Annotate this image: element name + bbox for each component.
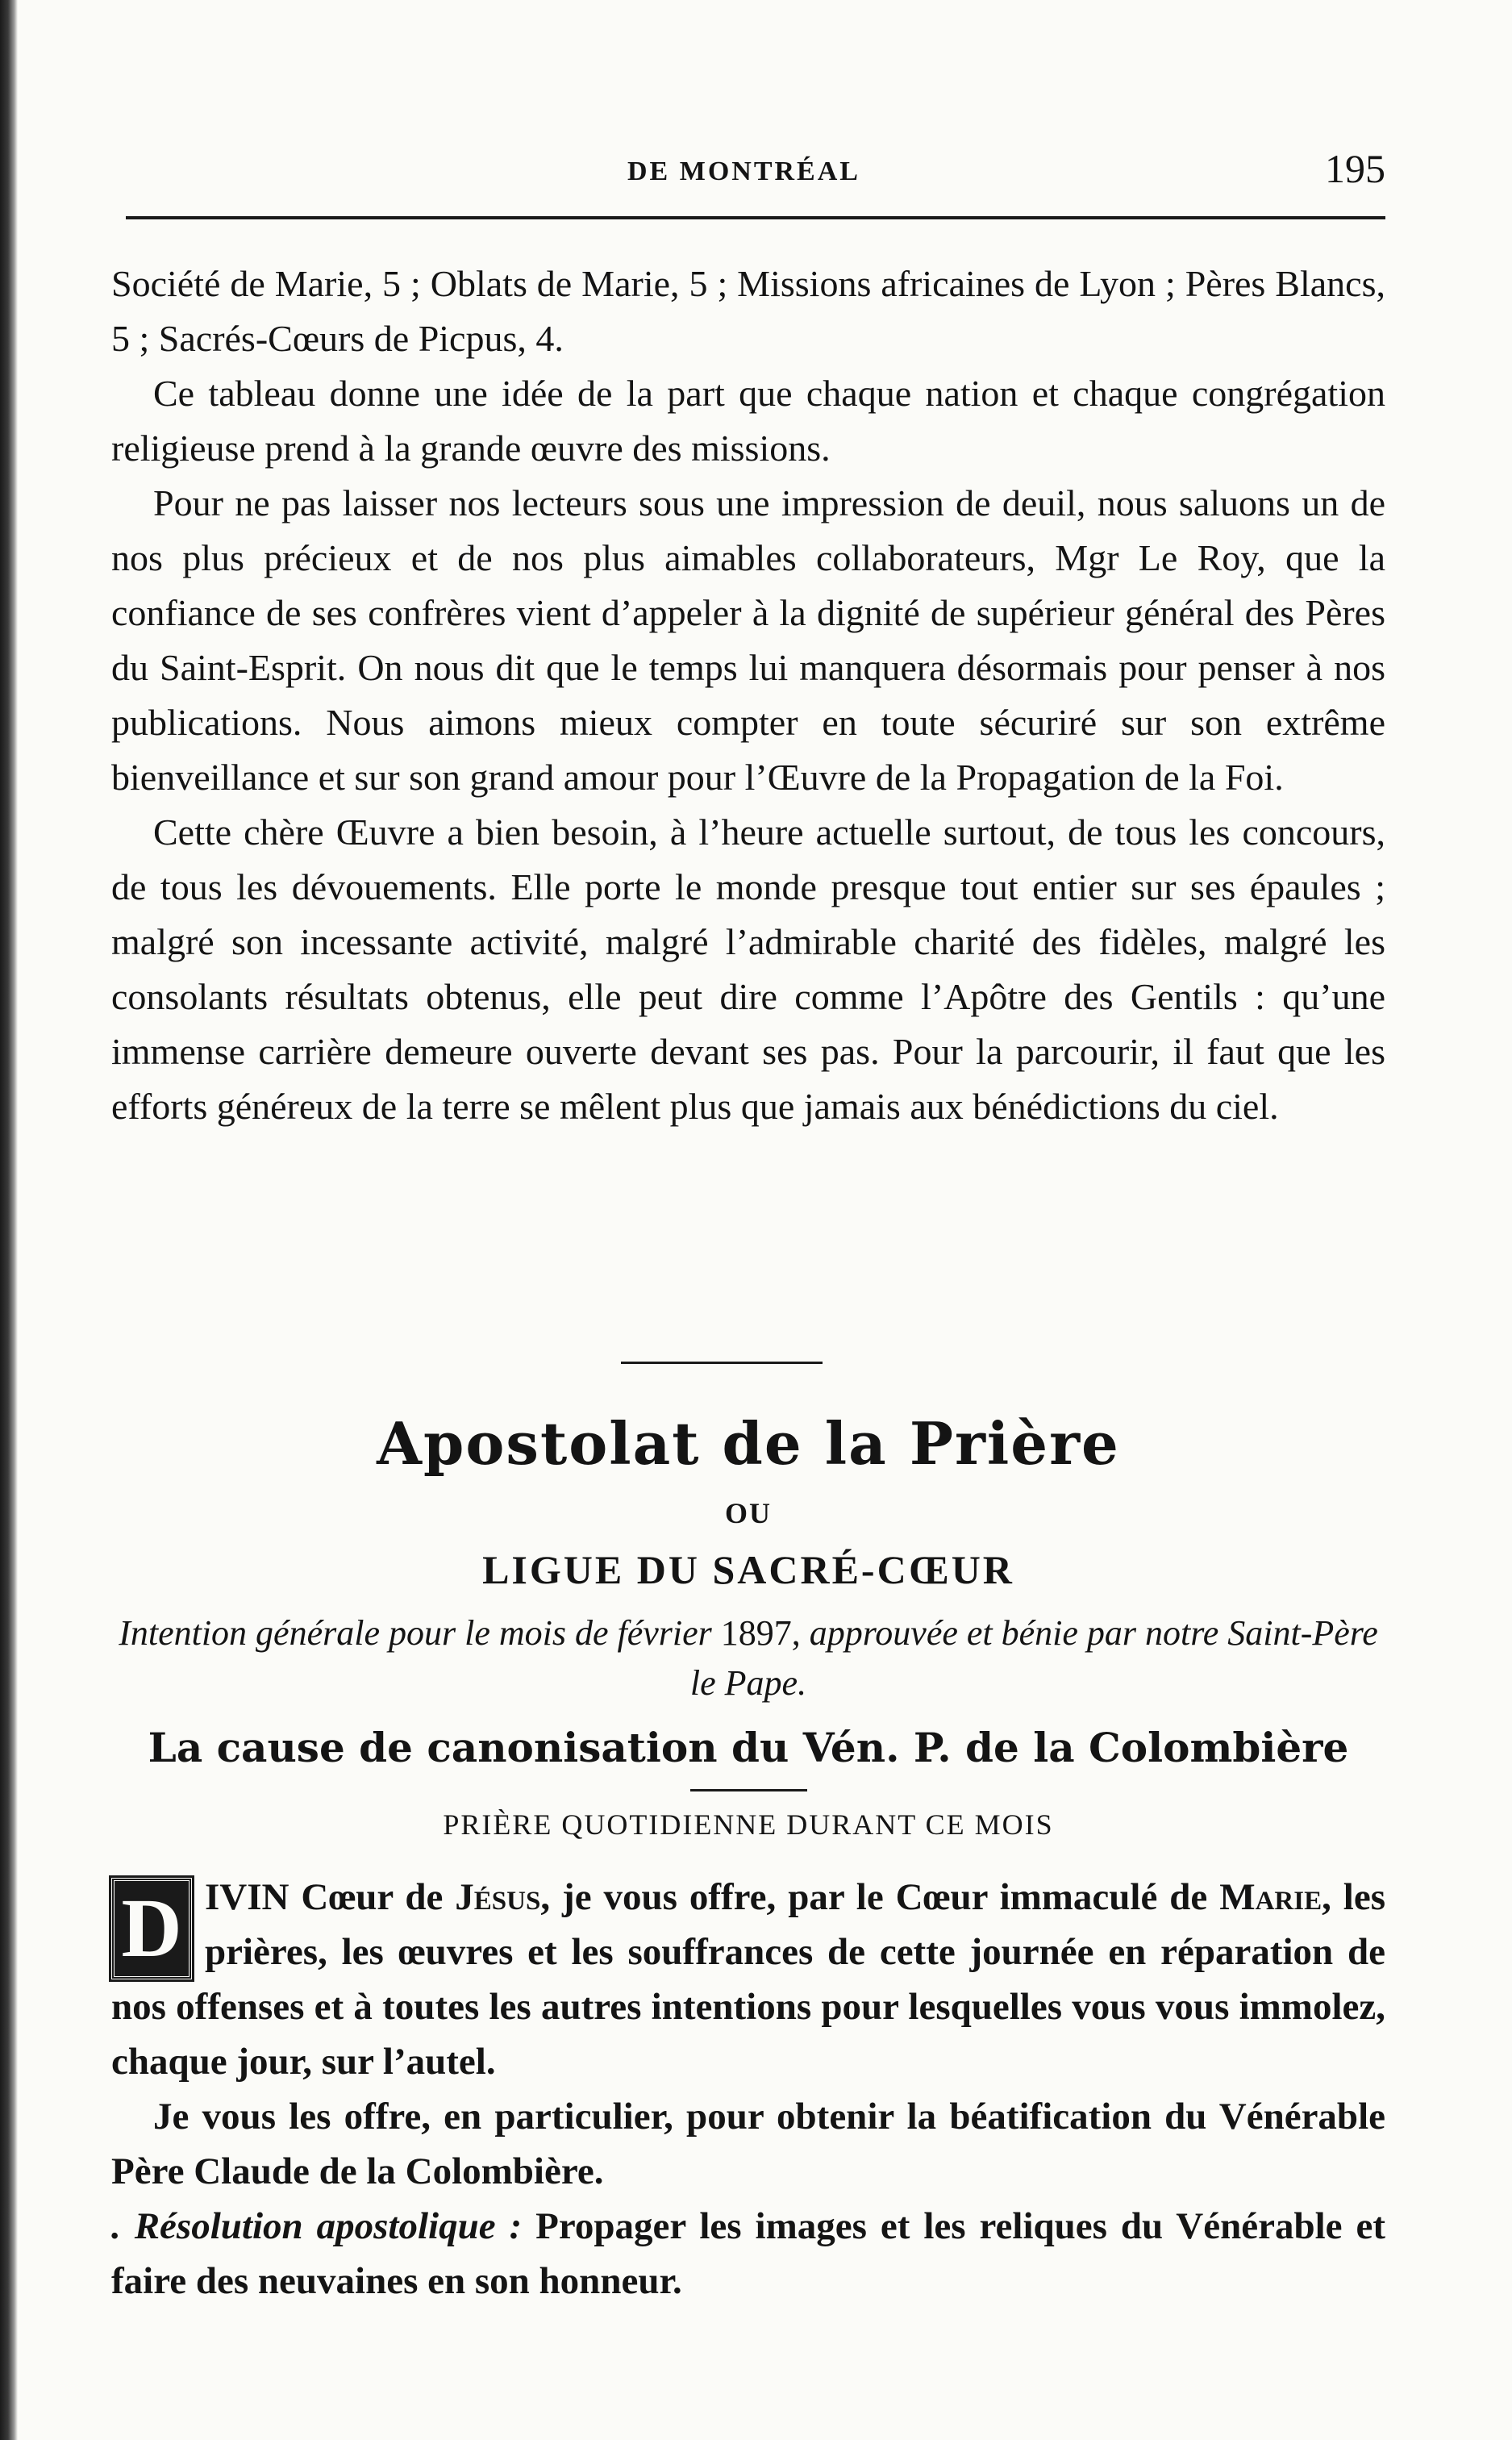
section-title: Apostolat de la Prière [377, 1409, 1120, 1478]
resolution-label: . Résolution apostolique : [111, 2205, 523, 2247]
name-marie: Marie [1219, 1876, 1322, 1918]
book-page [111, 0, 1385, 2440]
section-ou: OU [725, 1497, 772, 1529]
running-title: DE MONTRÉAL [627, 156, 860, 186]
short-rule [690, 1789, 807, 1791]
running-head [111, 145, 1385, 202]
drop-cap: D [111, 1878, 192, 1979]
section-separator [621, 1362, 823, 1364]
section-subtitle: LIGUE DU SACRÉ-CŒUR [482, 1547, 1014, 1592]
paragraph-3: Pour ne pas laisser nos lecteurs sous une impression de deuil, nous saluons un de nos plus précieux et de nos plus aimables collaborateurs, Mgr Le Roy, que la confiance de ses confrères vient d’appeler à la dignité de supérieur général des Pères du Saint-Esprit. On nous dit que le temps lui manquera désormais pour penser à nos publications. Nous aimons mieux compter en toute sécuriré sur son extrême bienveillance et sur son grand amour pour l’Œuvre de la Propagation de la Foi. [111, 482, 1385, 798]
name-jesus: Jésus [455, 1876, 541, 1918]
paragraph-2: Ce tableau donne une idée de la part que chaque nation et chaque congrégation religieuse prend à la grande œuvre des missions. [111, 373, 1385, 469]
paragraph-4: Cette chère Œuvre a bien besoin, à l’heure actuelle surtout, de tous les concours, de tous les dévouements. Elle porte le monde presque tout entier sur ses épaules ; malgré son incessante activité, malgré l’admirable charité des fidèles, malgré les consolants résultats obtenus, elle peut dire comme l’Apôtre des Gentils : qu’une immense carrière demeure ouverte devant ses pas. Pour la parcourir, il faut que les efforts généreux de la terre se mêlent plus que jamais aux bénédictions du ciel. [111, 811, 1385, 1127]
paragraph-1: Société de Marie, 5 ; Oblats de Marie, 5 ; Missions africaines de Lyon ; Pères Blancs, 5 ; Sacrés-Cœurs de Picpus, 4. [111, 263, 1385, 359]
prayer-paragraph-2: Je vous les offre, en particulier, pour obtenir la béatification du Vénérable Père Claude de la Colombière. [111, 2096, 1385, 2192]
section-heading-block [111, 1404, 1385, 1853]
page-number: 195 [1325, 146, 1385, 191]
intention-text-b: approuvée et bénie par notre Saint-Père le Pape. [689, 1613, 1378, 1703]
prayer-title: PRIÈRE QUOTIDIENNE DURANT CE MOIS [443, 1808, 1054, 1841]
monthly-intention [111, 1608, 1385, 1708]
resolution-text: Propager les images et les reliques du Vénérable et faire des neuvaines en son honneur. [111, 2205, 1385, 2302]
resolution [111, 2199, 1385, 2309]
body-text [111, 257, 1385, 1134]
prayer-paragraph-1: IVIN Cœur de Jésus, je vous offre, par le Cœur immaculé de Marie, les prières, les œuvres et les souffrances de cette journée en réparation de nos offenses et à toutes les autres intentions pour lesquelles vous vous immolez, chaque jour, sur l’autel. [111, 1876, 1385, 2083]
scan-binding-edge [0, 0, 18, 2440]
intention-text-a: Intention générale pour le mois de février [119, 1613, 712, 1653]
cause-heading: La cause de canonisation du Vén. P. de la Colombière [148, 1724, 1349, 1771]
header-rule [126, 216, 1385, 219]
intention-year: 1897, [720, 1613, 801, 1653]
prayer-text [111, 1870, 1385, 2309]
